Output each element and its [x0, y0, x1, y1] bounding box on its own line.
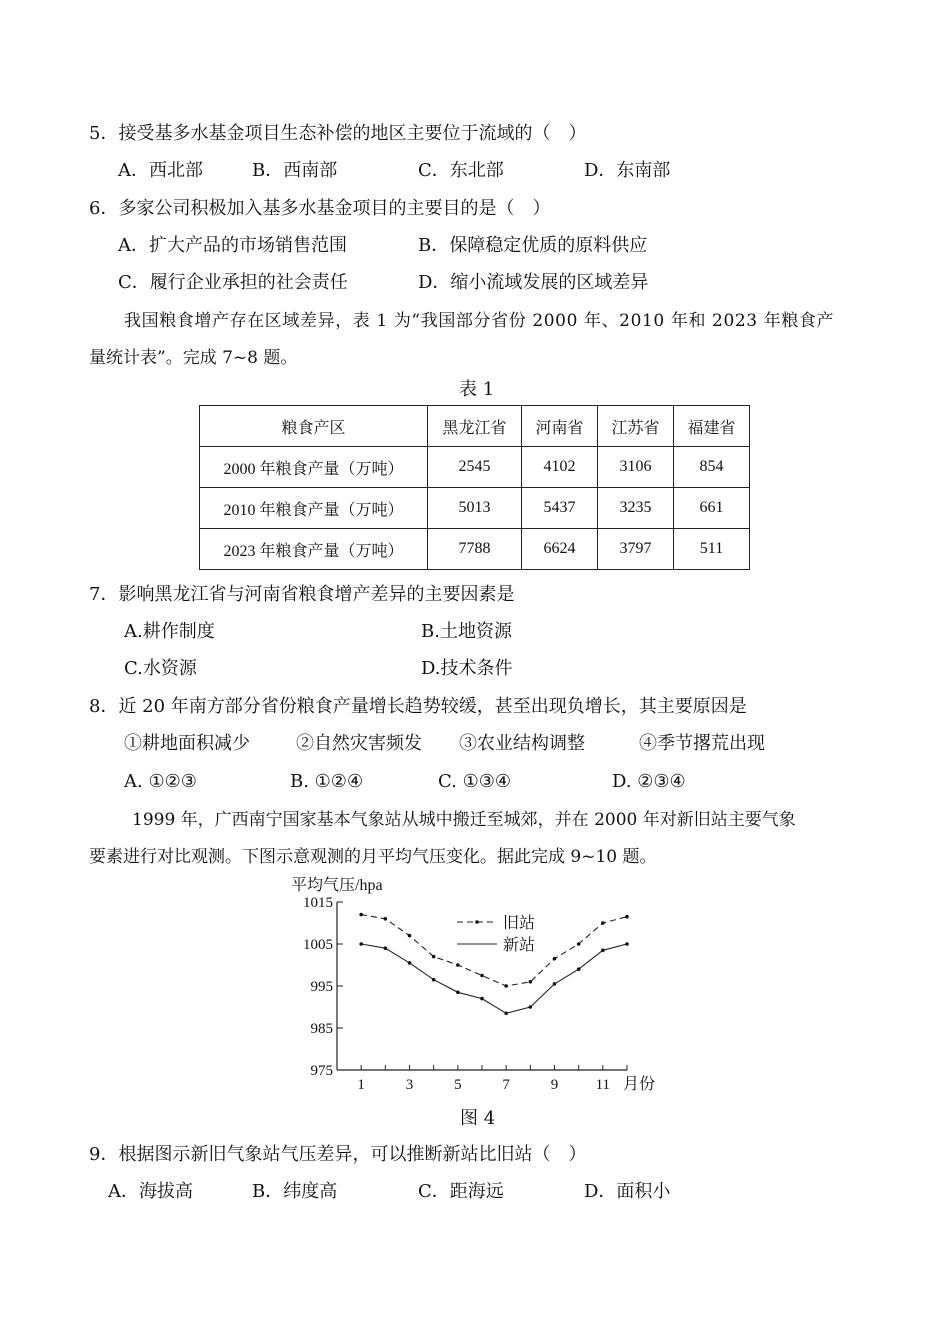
intro-7-8-line2: 量统计表”。完成 7~8 题。 [89, 348, 298, 368]
table-cell: 5013 [428, 488, 522, 529]
table-header-cell: 粮食产区 [200, 406, 428, 447]
table-cell: 3235 [598, 488, 674, 529]
q8-item-4: ④季节撂荒出现 [639, 733, 765, 754]
series-new-line [361, 944, 627, 1013]
table-row [200, 529, 750, 570]
q8-option-b: B. ①②④ [290, 771, 364, 792]
q5-stem: 5．接受基多水基金项目生态补偿的地区主要位于流域的（ ） [89, 123, 587, 144]
series-new-point [529, 1005, 533, 1009]
table-header-cell: 河南省 [522, 406, 598, 447]
q7-option-a: A.耕作制度 [124, 621, 215, 642]
table-cell: 2545 [428, 447, 522, 488]
table-row [200, 447, 750, 488]
q8-item-1: ①耕地面积减少 [124, 733, 250, 754]
series-old-point [432, 955, 436, 959]
series-new-point [480, 997, 484, 1001]
q8-item-3: ③农业结构调整 [459, 733, 585, 754]
table-cell: 6624 [522, 529, 598, 570]
table-cell: 7788 [428, 529, 522, 570]
table-cell: 2010 年粮食产量（万吨） [200, 488, 428, 529]
grain-table [199, 405, 750, 570]
series-new-point [456, 991, 460, 995]
y-axis-label: 平均气压/hpa [291, 877, 383, 894]
q8-option-d: D. ②③④ [612, 771, 686, 792]
x-tick-label: 11 [595, 1077, 611, 1093]
y-tick-label: 995 [310, 979, 333, 995]
x-tick-label: 9 [550, 1077, 559, 1093]
series-old-point [359, 913, 363, 917]
q6-option-b: B．保障稳定优质的原料供应 [418, 235, 648, 256]
series-new-point [432, 978, 436, 982]
q8-option-c: C. ①③④ [438, 771, 511, 792]
series-new-point [577, 967, 581, 971]
x-tick-label: 1 [357, 1077, 365, 1093]
x-tick-label: 3 [405, 1077, 414, 1093]
series-old-line [361, 915, 627, 986]
q5-option-c: C．东北部 [418, 160, 504, 181]
series-new-point [601, 949, 605, 953]
q9-option-a: A．海拔高 [108, 1181, 193, 1202]
q6-stem: 6．多家公司积极加入基多水基金项目的主要目的是（ ） [89, 198, 551, 219]
x-axis-label: 月份 [623, 1076, 656, 1093]
q6-option-c: C．履行企业承担的社会责任 [118, 272, 348, 293]
q6-option-d: D．缩小流域发展的区域差异 [418, 272, 649, 293]
y-tick-label: 985 [310, 1021, 333, 1037]
q7-option-b: B.土地资源 [421, 621, 512, 642]
series-old-point [456, 963, 460, 967]
series-new-point [553, 982, 557, 986]
series-old-point [625, 915, 629, 919]
x-tick-label: 7 [502, 1077, 510, 1093]
series-new-point [359, 942, 363, 946]
q5-option-b: B．西南部 [252, 160, 338, 181]
q9-option-c: C．距海远 [418, 1181, 504, 1202]
q8-item-2: ②自然灾害频发 [296, 733, 422, 754]
table-cell: 661 [674, 488, 750, 529]
table-cell: 3797 [598, 529, 674, 570]
y-tick-label: 975 [310, 1063, 333, 1079]
table-cell: 3106 [598, 447, 674, 488]
x-tick-label: 5 [454, 1077, 462, 1093]
pressure-line-chart [285, 872, 665, 1132]
series-old-point [408, 934, 412, 938]
q9-stem: 9．根据图示新旧气象站气压差异，可以推断新站比旧站（ ） [89, 1144, 587, 1165]
series-new-point [504, 1012, 508, 1016]
series-new-point [408, 961, 412, 965]
table-header-row [200, 406, 750, 447]
series-old-point [480, 974, 484, 978]
series-new-point [384, 946, 388, 950]
q7-option-c: C.水资源 [124, 658, 197, 679]
series-old-point [384, 917, 388, 921]
q8-stem: 8．近 20 年南方部分省份粮食产量增长趋势较缓，甚至出现负增长，其主要原因是 [89, 696, 747, 717]
table-cell: 2000 年粮食产量（万吨） [200, 447, 428, 488]
series-old-point [504, 984, 508, 988]
series-new-point [625, 942, 629, 946]
series-old-point [553, 957, 557, 961]
series-old-point [577, 942, 581, 946]
legend-new-label: 新站 [503, 937, 536, 954]
intro-9-10-line2: 要素进行对比观测。下图示意观测的月平均气压变化。据此完成 9~10 题。 [89, 847, 657, 867]
q5-option-a: A．西北部 [118, 160, 203, 181]
q5-option-d: D．东南部 [584, 160, 671, 181]
table-cell: 511 [674, 529, 750, 570]
table-cell: 854 [674, 447, 750, 488]
q7-stem: 7．影响黑龙江省与河南省粮食增产差异的主要因素是 [89, 584, 515, 605]
q6-option-a: A．扩大产品的市场销售范围 [118, 235, 347, 256]
legend-old-marker [475, 920, 479, 924]
table-header-cell: 福建省 [674, 406, 750, 447]
series-old-point [601, 921, 605, 925]
intro-7-8-line1: 我国粮食增产存在区域差异，表 1 为“我国部分省份 2000 年、2010 年和 2023 年粮食产 [124, 311, 835, 331]
q9-option-b: B．纬度高 [252, 1181, 338, 1202]
legend-old-label: 旧站 [503, 915, 536, 932]
table-header-cell: 江苏省 [598, 406, 674, 447]
table-cell: 2023 年粮食产量（万吨） [200, 529, 428, 570]
y-tick-label: 1005 [303, 937, 333, 953]
q7-option-d: D.技术条件 [421, 658, 513, 679]
series-old-point [529, 980, 533, 984]
y-tick-label: 1015 [303, 895, 333, 911]
table-cell: 5437 [522, 488, 598, 529]
table-caption: 表 1 [459, 379, 495, 400]
table-header-cell: 黑龙江省 [428, 406, 522, 447]
figure-caption: 图 4 [460, 1108, 496, 1129]
table-row [200, 488, 750, 529]
intro-9-10-line1: 1999 年，广西南宁国家基本气象站从城中搬迁至城郊，并在 2000 年对新旧站主要气象 [132, 810, 796, 830]
q8-option-a: A. ①②③ [124, 771, 197, 792]
q9-option-d: D．面积小 [584, 1181, 671, 1202]
table-cell: 4102 [522, 447, 598, 488]
